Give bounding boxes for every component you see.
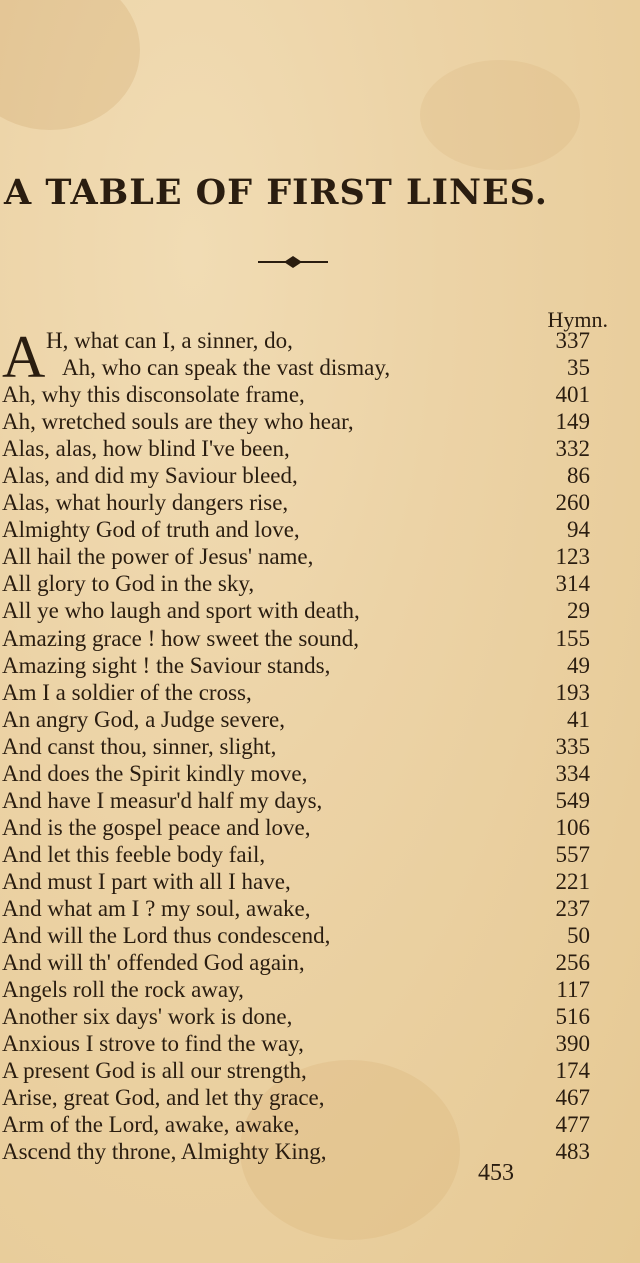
hymn-number: 390: [555, 1031, 590, 1057]
page-title: A TABLE OF FIRST LINES.: [4, 172, 548, 213]
list-item: [0, 1003, 640, 1030]
first-line-text: And canst thou, sinner, slight,: [2, 733, 277, 759]
hymn-number: 149: [555, 409, 590, 435]
list-item: [0, 516, 640, 543]
list-item: [0, 570, 640, 597]
first-line-text: A present God is all our strength,: [2, 1058, 307, 1084]
hymn-number: 29: [567, 598, 590, 624]
first-line-text: Ascend thy throne, Almighty King,: [2, 1139, 327, 1165]
first-line-text: And must I part with all I have,: [2, 868, 291, 894]
hymn-number: 467: [555, 1085, 590, 1111]
ornament-divider-icon: [258, 252, 328, 272]
list-item: [0, 1084, 640, 1111]
first-line-text: And will th' offended God again,: [2, 950, 305, 976]
hymn-number: 50: [567, 923, 590, 949]
first-line-text: Anxious I strove to find the way,: [2, 1031, 304, 1057]
list-item: [0, 1111, 640, 1138]
first-line-text: Almighty God of truth and love,: [2, 517, 300, 543]
list-item: [0, 787, 640, 814]
list-item: [0, 597, 640, 624]
list-item: [0, 814, 640, 841]
first-line-text: An angry God, a Judge severe,: [2, 706, 285, 732]
list-item: [0, 462, 640, 489]
first-line-text: And what am I ? my soul, awake,: [2, 895, 311, 921]
list-item: [0, 733, 640, 760]
hymn-number: 221: [555, 868, 590, 894]
hymn-number: 334: [555, 760, 590, 786]
hymn-number: 332: [555, 436, 590, 462]
hymn-number: 155: [555, 625, 590, 651]
drop-cap: A: [2, 324, 46, 390]
first-line-text: And have I measur'd half my days,: [2, 787, 323, 813]
hymn-column-header: Hymn.: [547, 307, 608, 332]
list-item: [0, 949, 640, 976]
first-line-text: Arm of the Lord, awake, awake,: [2, 1112, 300, 1138]
first-line-text: Ah, who can speak the vast dismay,: [62, 355, 391, 381]
first-line-text: Alas, what hourly dangers rise,: [2, 490, 289, 516]
first-line-text: Another six days' work is done,: [2, 1004, 293, 1030]
first-line-text: And is the gospel peace and love,: [2, 814, 311, 840]
first-line-text: Arise, great God, and let thy grace,: [2, 1085, 325, 1111]
hymn-number: 401: [555, 382, 590, 408]
list-item: [0, 706, 640, 733]
first-line-text: Angels roll the rock away,: [2, 977, 244, 1003]
list-item: [0, 1138, 640, 1165]
hymn-number: 256: [555, 950, 590, 976]
hymn-number: 193: [555, 679, 590, 705]
hymn-number: 335: [555, 733, 590, 759]
hymn-number: 549: [555, 787, 590, 813]
list-item: [0, 760, 640, 787]
hymn-number: 94: [567, 517, 590, 543]
list-item: [0, 489, 640, 516]
first-line-text: And let this feeble body fail,: [2, 841, 266, 867]
hymn-number: 314: [555, 571, 590, 597]
hymn-number: 260: [555, 490, 590, 516]
list-item: [0, 976, 640, 1003]
first-line-text: Alas, alas, how blind I've been,: [2, 436, 290, 462]
list-item: [0, 652, 640, 679]
page-number: 453: [478, 1160, 514, 1186]
hymn-number: 237: [555, 895, 590, 921]
hymn-number: 337: [555, 328, 590, 353]
hymn-number: 174: [555, 1058, 590, 1084]
list-item: [0, 922, 640, 949]
hymn-number: 35: [567, 355, 590, 381]
hymn-number: 117: [556, 977, 590, 1003]
list-item: [0, 327, 640, 354]
hymn-number: 477: [555, 1112, 590, 1138]
first-line-text: Am I a soldier of the cross,: [2, 679, 252, 705]
list-item: [0, 408, 640, 435]
first-line-text: All hail the power of Jesus' name,: [2, 544, 314, 570]
list-item: [0, 895, 640, 922]
first-line-text: Alas, and did my Saviour bleed,: [2, 463, 298, 489]
hymn-number: 86: [567, 463, 590, 489]
list-item: [0, 381, 640, 408]
first-line-text: Amazing sight ! the Saviour stands,: [2, 652, 331, 678]
list-item: [0, 354, 640, 381]
first-line-text: Amazing grace ! how sweet the sound,: [2, 625, 360, 651]
list-item: [0, 841, 640, 868]
hymn-number: 41: [567, 706, 590, 732]
first-line-text: And will the Lord thus condescend,: [2, 923, 331, 949]
list-item: [0, 868, 640, 895]
first-line-text: All glory to God in the sky,: [2, 571, 255, 597]
list-item: [0, 435, 640, 462]
hymn-number: 49: [567, 652, 590, 678]
list-item: [0, 543, 640, 570]
hymn-number: 106: [555, 814, 590, 840]
first-line-text: Ah, wretched souls are they who hear,: [2, 409, 354, 435]
list-item: [0, 1057, 640, 1084]
first-line-text: All ye who laugh and sport with death,: [2, 598, 360, 624]
hymn-number: 516: [555, 1004, 590, 1030]
first-lines-list: [0, 324, 640, 1165]
list-item: [0, 1030, 640, 1057]
list-item: [0, 625, 640, 652]
list-item: [0, 679, 640, 706]
first-line-text: Ah, why this disconsolate frame,: [2, 382, 305, 408]
hymn-number: 123: [555, 544, 590, 570]
hymn-number: 557: [555, 841, 590, 867]
first-line-text: And does the Spirit kindly move,: [2, 760, 308, 786]
first-line-text: H, what can I, a sinner, do,: [46, 328, 293, 353]
hymn-number: 483: [555, 1139, 590, 1165]
